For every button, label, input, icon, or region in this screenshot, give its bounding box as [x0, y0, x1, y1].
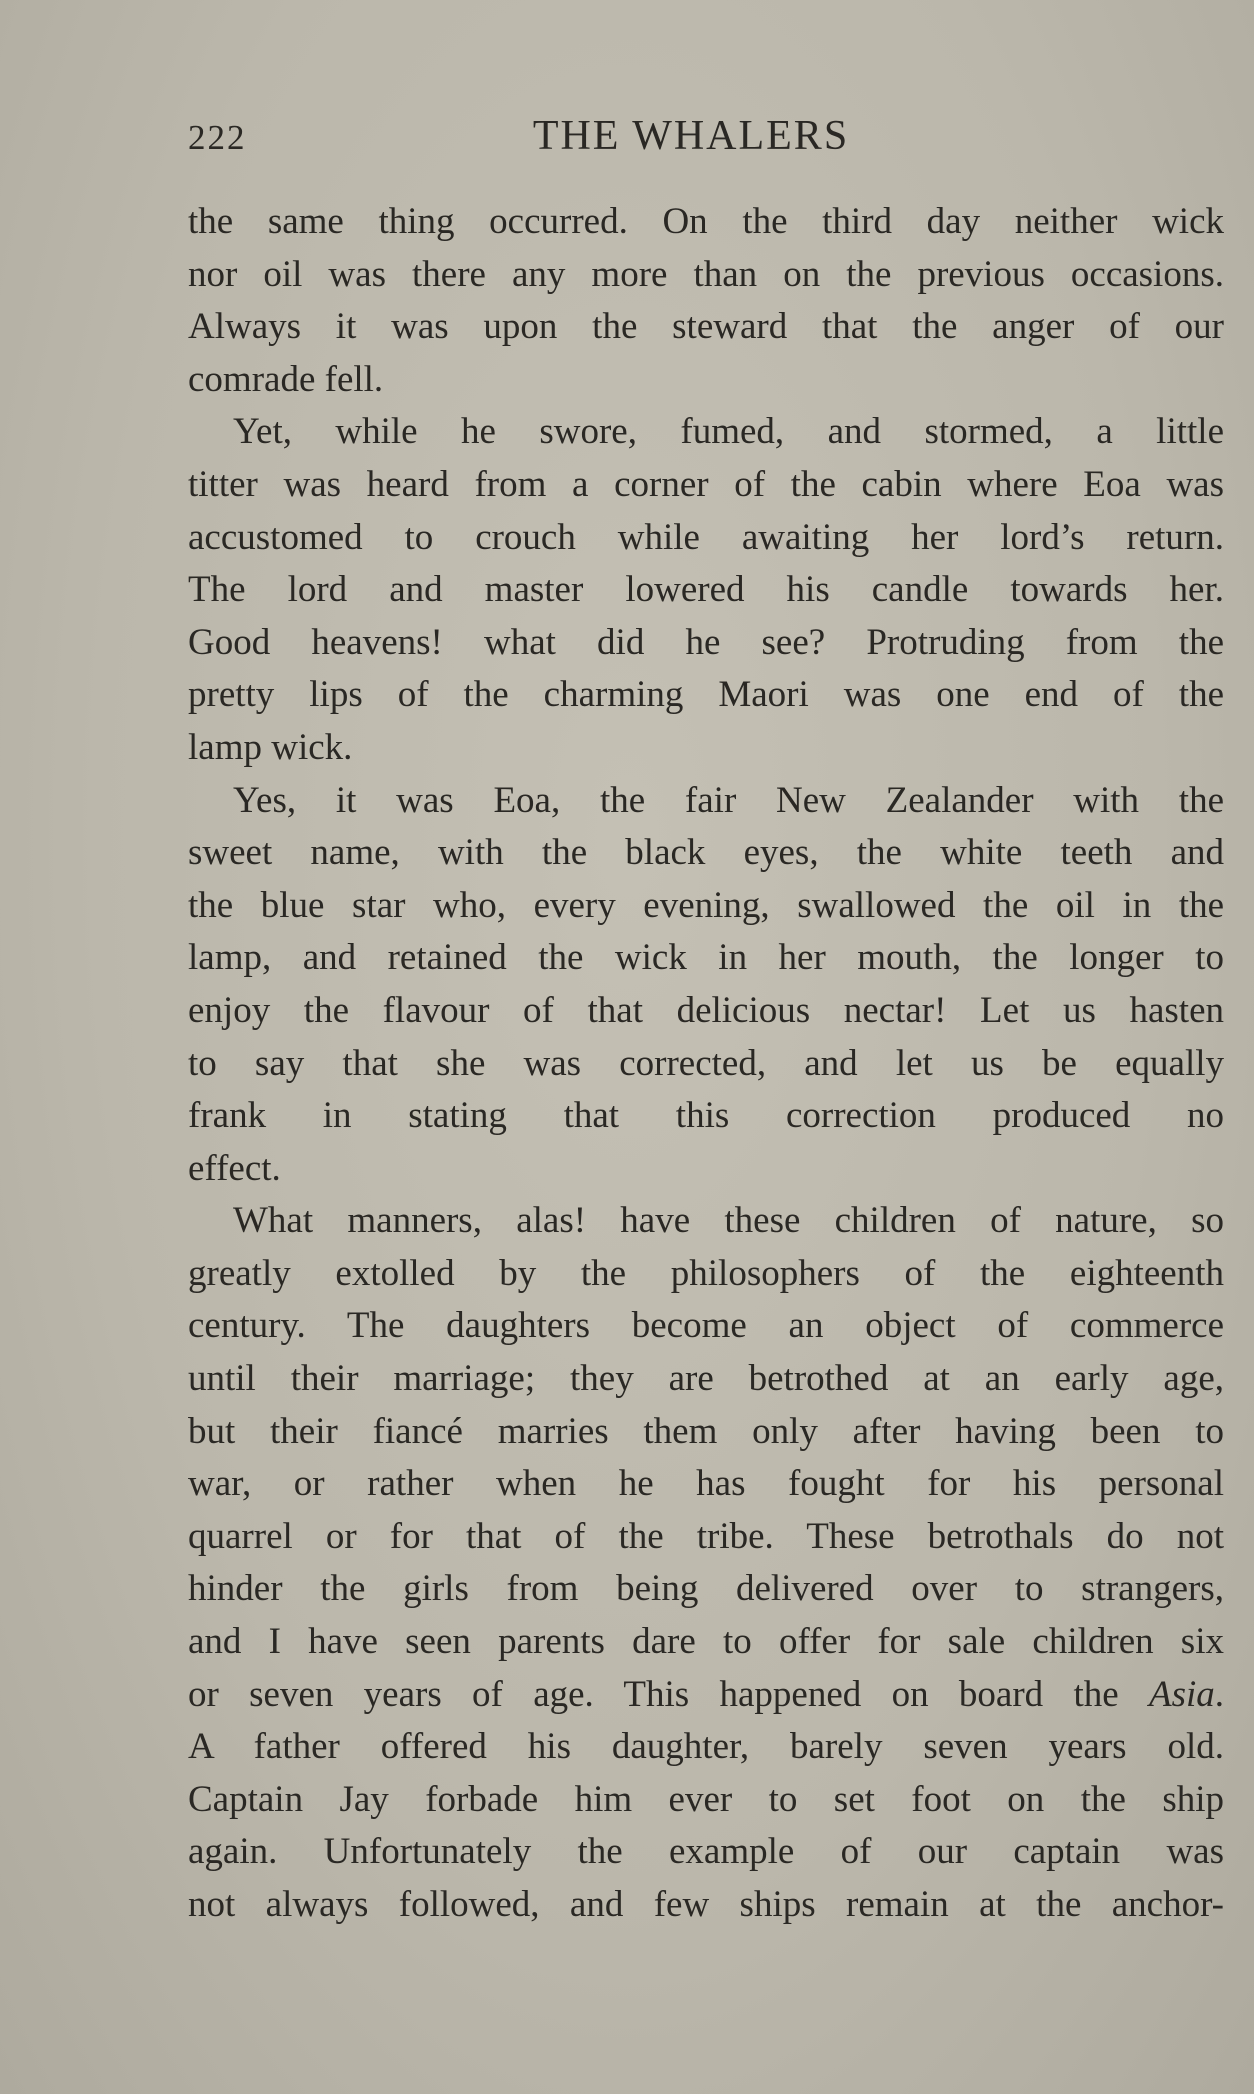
text-line: enjoy the flavour of that delicious nectar! Let us hasten — [188, 989, 1224, 1031]
text-line: hinder the girls from being delivered over to strangers, — [188, 1568, 1224, 1610]
text-line: war, or rather when he has fought for his personal — [188, 1463, 1224, 1505]
text-line: until their marriage; they are betrothed at an early age, — [188, 1358, 1224, 1400]
text-line: comrade fell. — [188, 358, 384, 400]
text-line: and I have seen parents dare to offer for sale children six — [188, 1621, 1224, 1663]
text-line: effect. — [188, 1147, 281, 1189]
running-head — [188, 112, 1224, 172]
text-line: the same thing occurred. On the third day neither wick — [188, 201, 1224, 242]
text-line: century. The daughters become an object of commerce — [188, 1305, 1224, 1347]
text-line: nor oil was there any more than on the previous occasions. — [188, 253, 1224, 295]
text-line: not always followed, and few ships remain at the anchor- — [188, 1884, 1224, 1925]
text-line: lamp, and retained the wick in her mouth, the longer to — [188, 937, 1224, 979]
running-title: THE WHALERS — [532, 113, 850, 159]
text-line: A father offered his daughter, barely seven years old. — [188, 1726, 1224, 1768]
text-line: What manners, alas! have these children of nature, so — [233, 1200, 1224, 1242]
text-line: greatly extolled by the philosophers of the eighteenth — [188, 1252, 1224, 1294]
text-line: sweet name, with the black eyes, the white teeth and — [188, 832, 1224, 874]
text-line: Yes, it was Eoa, the fair New Zealander with the — [233, 779, 1224, 821]
text-line: Yet, while he swore, fumed, and stormed, a little — [233, 411, 1224, 453]
text-line: The lord and master lowered his candle towards her. — [188, 569, 1224, 611]
text-line: or seven years of age. This happened on board the Asia. — [188, 1673, 1224, 1715]
body-text — [188, 196, 1224, 1932]
text-line: pretty lips of the charming Maori was one end of the — [188, 674, 1224, 716]
text-line: but their fiancé marries them only after having been to — [188, 1410, 1224, 1452]
text-line: lamp wick. — [188, 726, 353, 768]
text-line: quarrel or for that of the tribe. These betrothals do not — [188, 1515, 1224, 1557]
text-line: titter was heard from a corner of the cabin where Eoa was — [188, 463, 1224, 505]
text-line: Always it was upon the steward that the anger of our — [188, 306, 1224, 348]
ship-name: Asia — [1148, 1673, 1215, 1715]
text-line: Good heavens! what did he see? Protruding from the — [188, 621, 1224, 663]
text-line: the blue star who, every evening, swallowed the oil in the — [188, 884, 1224, 926]
text-line: Captain Jay forbade him ever to set foot on the ship — [188, 1778, 1224, 1820]
text-line: accustomed to crouch while awaiting her lord’s return. — [188, 516, 1224, 558]
text-line: again. Unfortunately the example of our captain was — [188, 1831, 1224, 1873]
text-line: to say that she was corrected, and let us be equally — [188, 1042, 1224, 1084]
page-number: 222 — [188, 118, 247, 157]
text-line: frank in stating that this correction produced no — [188, 1095, 1224, 1137]
